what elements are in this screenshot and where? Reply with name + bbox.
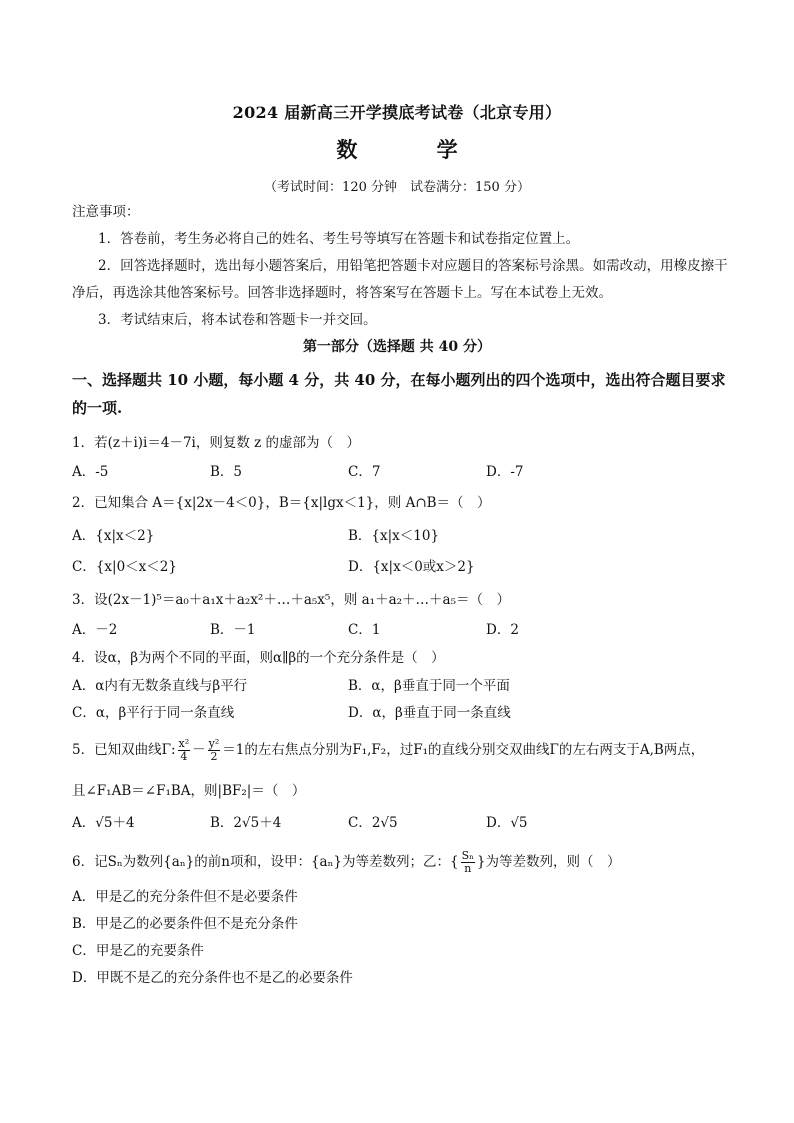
question-2-options-row2: [72, 556, 732, 578]
question-6-stem-post: }为等差数列，则（ ）: [476, 854, 621, 870]
option-b: B．5: [210, 464, 243, 480]
exam-title: 2024 届新高三开学摸底考试卷（北京专用）: [232, 103, 562, 122]
question-2-options-row1: [72, 525, 732, 547]
option-c: C．{x|0＜x＜2}: [72, 559, 177, 575]
question-3-options: [72, 619, 732, 641]
option-b: B．－1: [210, 622, 256, 638]
option-a: A．√5＋4: [72, 815, 135, 831]
note-item-1: 1．答卷前，考生务必将自己的姓名、考生号等填写在答题卡和试卷指定位置上。: [98, 231, 580, 247]
question-6-stem: [72, 848, 732, 876]
option-d: D．2: [486, 622, 519, 638]
option-b: B．α，β垂直于同一个平面: [348, 678, 510, 694]
option-d: D．{x|x＜0或x＞2}: [348, 559, 475, 575]
question-1-options: [72, 461, 732, 483]
option-a: A．-5: [72, 464, 109, 480]
subject-title: 数 学: [336, 137, 494, 162]
question-6-stem-pre: 6．记Sₙ为数列{aₙ}的前n项和，设甲：{aₙ}为等差数列；乙：{: [72, 854, 459, 870]
question-5-options: [72, 812, 732, 834]
option-b: B．2√5＋4: [210, 815, 282, 831]
note-item-2: 2．回答选择题时，选出每小题答案后，用铅笔把答题卡对应题目的答案标号涂黑。如需改动，用橡皮擦干净后，再选涂其他答案标号。回答非选择题时，将答案写在答题卡上。写在本试卷上无效。: [72, 258, 728, 301]
notes-heading: 注意事项：: [72, 204, 140, 220]
question-4-stem: 4．设α，β为两个不同的平面，则α∥β的一个充分条件是（ ）: [72, 650, 445, 666]
option-c: C．α，β平行于同一条直线: [72, 705, 235, 721]
option-c: C．7: [348, 464, 381, 480]
question-5-stem-line2: 且∠F₁AB＝∠F₁BA，则|BF₂|＝（ ）: [72, 783, 306, 799]
option-a: A．－2: [72, 622, 118, 638]
option-d: D．-7: [486, 464, 524, 480]
question-6-option-c: C．甲是乙的充要条件: [72, 943, 204, 959]
option-a: A．{x|x＜2}: [72, 528, 155, 544]
note-item-3: 3．考试结束后，将本试卷和答题卡一并交回。: [98, 312, 377, 328]
option-a: A．α内有无数条直线与β平行: [72, 678, 248, 694]
option-d: D．α，β垂直于同一条直线: [348, 705, 511, 721]
notes: [72, 199, 732, 334]
question-6-option-b: B．甲是乙的必要条件但不是充分条件: [72, 916, 298, 932]
question-5-stem-post: ＝1的左右焦点分别为F₁,F₂，过F₁的直线分别交双曲线Γ的左右两支于A,B两点，: [222, 742, 705, 758]
option-c: C．2√5: [348, 815, 398, 831]
option-b: B．{x|x＜10}: [348, 528, 440, 544]
question-6-option-d: D．甲既不是乙的充分条件也不是乙的必要条件: [72, 970, 353, 986]
question-4-options-row1: [72, 675, 732, 697]
fraction-sn-over-n: $\frac{\text{Sₙ}}{n}$: [461, 849, 474, 875]
question-1-stem: 1．若(z＋i)i＝4－7i，则复数 z 的虚部为（ ）: [72, 435, 361, 451]
fraction-y2-over-2: $\frac{\text{y²}}{2}$: [208, 737, 220, 763]
question-5-stem-pre: 5．已知双曲线Γ:: [72, 742, 176, 758]
question-5-stem: 5．已知双曲线Γ: $\frac{\text{x²}}{4}$ － $\frac{\text{y²}}{2}$ ＝1的左右焦点分别为F₁,F₂，过F₁的直线分别交双曲线Γ的左右两支于A,B两点，: [72, 737, 705, 763]
section-title: 一、选择题共 10 小题，每小题 4 分，共 40 分，在每小题列出的四个选项中，选出符合题目要求的一项.: [72, 371, 726, 417]
question-2-stem: 2．已知集合 A＝{x|2x－4＜0}，B＝{x|lgx＜1}，则 A∩B＝（ ）: [72, 495, 491, 511]
part1-title: 第一部分（选择题 共 40 分）: [302, 339, 492, 355]
option-c: C．1: [348, 622, 381, 638]
fraction-x2-over-4: $\frac{\text{x²}}{4}$: [178, 737, 190, 763]
question-6-option-a: A．甲是乙的充分条件但不是必要条件: [72, 889, 298, 905]
option-d: D．√5: [486, 815, 528, 831]
question-3-stem: 3．设(2x－1)⁵＝a₀＋a₁x＋a₂x²＋…＋a₅x⁵，则 a₁＋a₂＋…＋a₅＝（ ）: [72, 592, 511, 608]
exam-info: （考试时间：120 分钟 试卷满分：150 分）: [264, 180, 530, 195]
question-4-options-row2: [72, 702, 732, 724]
